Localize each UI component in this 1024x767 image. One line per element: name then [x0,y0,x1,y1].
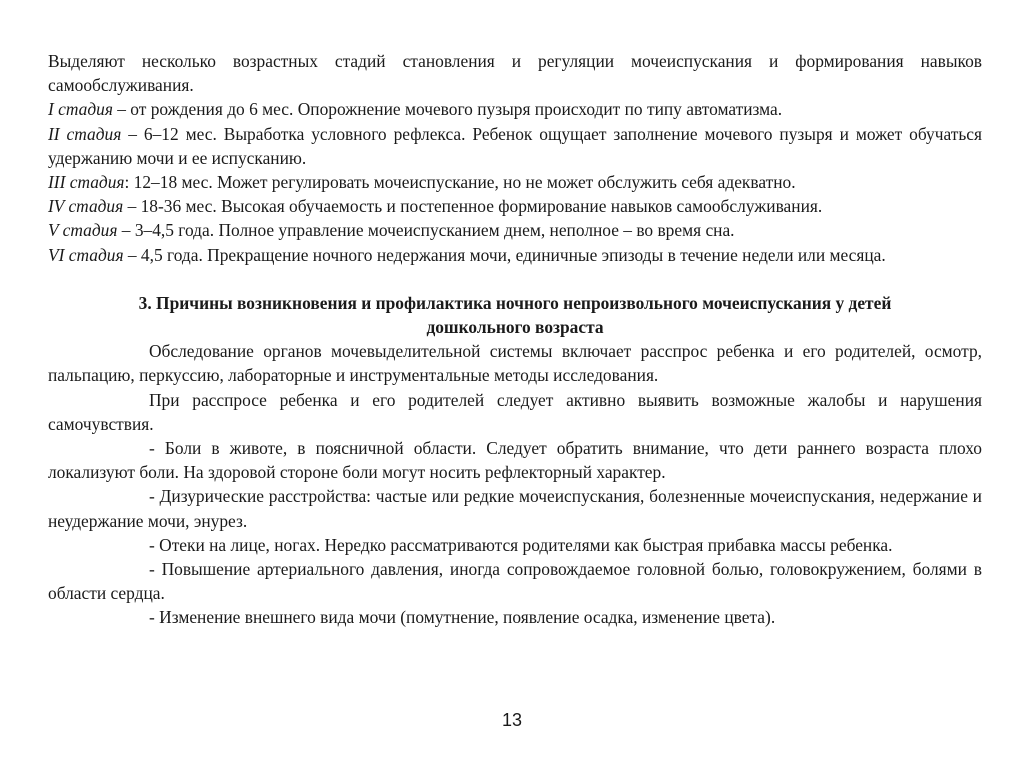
stage-5 [48,218,982,242]
section-gap [48,267,982,291]
stage-5-label: V стадия [48,220,118,241]
section-paragraph-examination: Обследование органов мочевыделительной системы включает расспрос ребенка и его родителей, осмотр, пальпацию, перкуссию, лабораторные и инструментальные методы исследования. [48,341,982,386]
section-paragraph-edema: - Отеки на лице, ногах. Нередко рассматриваются родителями как быстрая прибавка массы ребенка. [149,534,893,555]
section-heading-line-1: 3. Причины возникновения и профилактика ночного непроизвольного мочеиспускания у детей [138,292,892,313]
section-paragraph-urine: - Изменение внешнего вида мочи (помутнение, появление осадка, изменение цвета). [149,607,776,628]
stage-3 [48,170,982,194]
stage-3-text: : 12–18 мес. Может регулировать мочеиспускание, но не может обслужить себя адекватно. [124,172,796,193]
stage-5-text: – 3–4,5 года. Полное управление мочеиспусканием днем, неполное – во время сна. [117,220,735,241]
stage-6 [48,243,982,267]
stage-4-text: – 18-36 мес. Высокая обучаемость и постепенное формирование навыков самообслуживания. [123,196,823,217]
stage-4 [48,194,982,218]
page-number: 13 [501,710,523,730]
stage-2-text: – 6–12 мес. Выработка условного рефлекса. Ребенок ощущает заполнение мочевого пузыря и может обучаться удержанию мочи и ее испусканию. [48,123,982,168]
stage-1 [48,97,982,121]
section-paragraph-dysuria: - Дизурические расстройства: частые или редкие мочеиспускания, болезненные мочеиспускания, недержание и неудержание мочи, энурез. [48,486,982,531]
section-paragraph-interview: При расспросе ребенка и его родителей следует активно выявить возможные жалобы и нарушения самочувствия. [48,389,982,434]
stage-2 [48,122,982,170]
stage-6-label: VI стадия [48,244,124,265]
document-page [48,49,982,630]
stage-1-text: – от рождения до 6 мес. Опорожнение мочевого пузыря происходит по типу автоматизма. [112,99,783,120]
stage-2-label: II стадия [48,123,122,144]
stage-4-label: IV стадия [48,196,124,217]
section-heading [48,291,982,339]
stage-3-label: III стадия [48,172,125,193]
intro-paragraph: Выделяют несколько возрастных стадий становления и регуляции мочеиспускания и формирования навыков самообслуживания. [48,51,982,96]
section-paragraph-blood-pressure: - Повышение артериального давления, иногда сопровождаемое головной болью, головокружением, болями в области сердца. [48,559,982,604]
section-paragraph-pain: - Боли в животе, в поясничной области. Следует обратить внимание, что дети раннего возраста плохо локализуют боли. На здоровой стороне боли могут носить рефлекторный характер. [48,438,982,483]
stage-1-label: I стадия [48,99,113,120]
section-heading-line-2: дошкольного возраста [426,317,604,338]
stage-6-text: – 4,5 года. Прекращение ночного недержания мочи, единичные эпизоды в течение недели или месяца. [123,244,886,265]
